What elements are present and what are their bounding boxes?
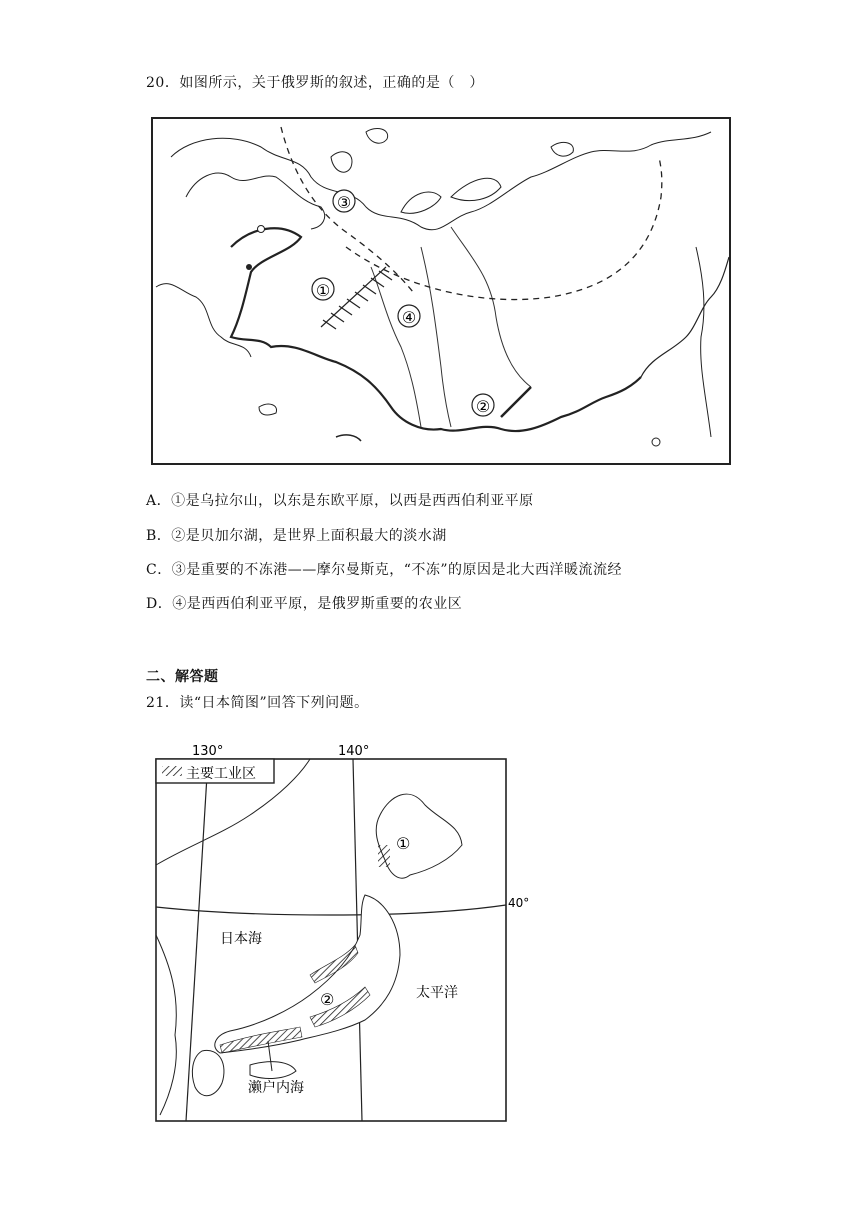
legend-label: 主要工业区 — [186, 766, 256, 782]
label-sea-of-japan: 日本海 — [220, 931, 262, 947]
japan-map — [150, 735, 540, 1125]
japan-mark-1: ① — [396, 834, 411, 853]
q20-option-a: A．①是乌拉尔山，以东是东欧平原，以西是西西伯利亚平原 — [146, 493, 534, 509]
lon-130-label: 130° — [192, 744, 224, 759]
q20-option-d: D．④是西西伯利亚平原，是俄罗斯重要的农业区 — [146, 596, 463, 612]
q20-stem: 20．如图所示，关于俄罗斯的叙述，正确的是（ ） — [146, 75, 484, 91]
q21-stem: 21．读“日本简图”回答下列问题。 — [146, 695, 369, 711]
q20-option-b: B．②是贝加尔湖，是世界上面积最大的淡水湖 — [146, 528, 447, 544]
russia-label-4: ④ — [401, 308, 417, 327]
q20-option-c: C．③是重要的不冻港——摩尔曼斯克，“不冻”的原因是北大西洋暖流流经 — [146, 562, 623, 578]
label-seto-inland-sea: 濑户内海 — [248, 1080, 304, 1096]
lat-40-label: 40° — [508, 896, 530, 910]
japan-mark-2: ② — [320, 990, 335, 1009]
label-pacific: 太平洋 — [416, 985, 458, 1001]
russia-map — [151, 117, 731, 465]
russia-label-1: ① — [315, 281, 331, 300]
section-title: 二、解答题 — [146, 669, 219, 685]
russia-label-3: ③ — [336, 193, 352, 212]
russia-label-2: ② — [475, 397, 491, 416]
lon-140-label: 140° — [338, 744, 370, 759]
